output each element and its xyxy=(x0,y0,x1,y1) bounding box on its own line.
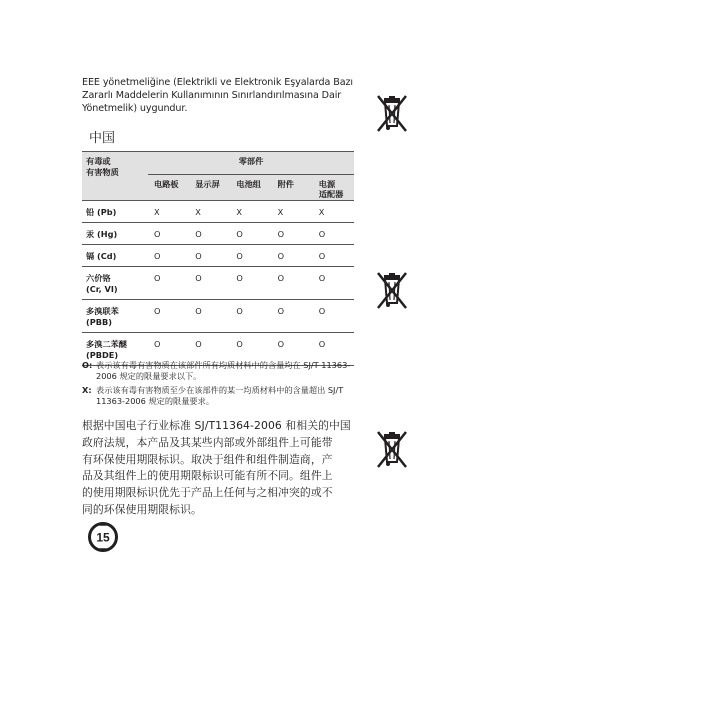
table-cell: O xyxy=(313,267,354,300)
table-cell: O xyxy=(230,245,271,267)
legend-key: X: xyxy=(82,385,92,395)
table-cell: O xyxy=(313,223,354,245)
crossed-out-wheelie-bin-icon xyxy=(375,270,409,310)
row-label-mercury: 汞 (Hg) xyxy=(82,223,148,245)
row-label-lead: 铅 (Pb) xyxy=(82,201,148,223)
table-cell: O xyxy=(272,300,313,333)
table-cell: O xyxy=(313,245,354,267)
table-cell: O xyxy=(189,333,230,366)
legend-item xyxy=(82,385,362,407)
section-title-china: 中国 xyxy=(89,131,116,146)
table-cell: O xyxy=(148,300,189,333)
table-row xyxy=(82,267,354,300)
table-legend xyxy=(82,360,362,410)
row-label-cadmium: 镉 (Cd) xyxy=(82,245,148,267)
table-header-substance: 有毒或 有害物质 xyxy=(82,152,148,201)
table-cell: X xyxy=(272,201,313,223)
table-cell: O xyxy=(189,267,230,300)
paragraph-line: 同的环保使用期限标识。 xyxy=(82,502,202,516)
table-cell: O xyxy=(313,300,354,333)
table-cell: O xyxy=(272,223,313,245)
table-row xyxy=(82,223,354,245)
turkish-line: Yönetmelik) uygundur. xyxy=(82,103,188,114)
legend-key: O: xyxy=(82,360,93,370)
paragraph-line: 的使用期限标识优先于产品上任何与之相冲突的或不 xyxy=(82,486,333,500)
row-label-pbb: 多溴联苯 (PBB) xyxy=(82,300,148,333)
table-cell: O xyxy=(189,223,230,245)
paragraph-line: 根据中国电子行业标准 SJ/T11364-2006 和相关的中国 xyxy=(82,419,351,432)
table-row xyxy=(82,245,354,267)
table-cell: O xyxy=(230,333,271,366)
table-cell: X xyxy=(148,201,189,223)
epup-paragraph xyxy=(82,418,354,519)
table-cell: X xyxy=(230,201,271,223)
table-cell: O xyxy=(272,245,313,267)
table-cell: O xyxy=(189,245,230,267)
row-label-pbde: 多溴二苯醚 (PBDE) xyxy=(82,333,148,366)
legend-text: 表示该有毒有害物质在该部件所有均质材料中的含量均在 SJ/T 11363-2006 规定的限量要求以下。 xyxy=(96,360,351,381)
crossed-out-wheelie-bin-icon xyxy=(375,429,409,469)
table-cell: O xyxy=(148,245,189,267)
table-cell: O xyxy=(272,333,313,366)
table-cell: O xyxy=(230,223,271,245)
table-cell: O xyxy=(230,267,271,300)
table-cell: O xyxy=(148,267,189,300)
environment-friendly-use-period-icon xyxy=(87,521,119,553)
turkish-line: Zararlı Maddelerin Kullanımının Sınırlandırılmasına Dair xyxy=(82,90,342,101)
row-label-chromium: 六价铬 (Cr, VI) xyxy=(82,267,148,300)
paragraph-line: 政府法规，本产品及其某些内部或外部组件上可能带 xyxy=(82,435,333,449)
legend-item xyxy=(82,360,362,382)
table-row xyxy=(82,201,354,223)
column-header-display: 显示屏 xyxy=(189,174,230,200)
column-header-circuit-board: 电路板 xyxy=(148,174,189,200)
hazardous-substance-table xyxy=(82,151,354,366)
crossed-out-wheelie-bin-icon xyxy=(375,93,409,133)
table-cell: O xyxy=(148,223,189,245)
paragraph-line: 有环保使用期限标识。取决于组件和组件制造商，产 xyxy=(82,452,333,466)
column-header-power-adapter: 电源 适配器 xyxy=(313,174,354,200)
turkish-compliance-text xyxy=(82,76,362,115)
table-header-parts: 零部件 xyxy=(148,152,354,175)
table-cell: O xyxy=(189,300,230,333)
table-cell: O xyxy=(272,267,313,300)
column-header-accessories: 附件 xyxy=(272,174,313,200)
table-row xyxy=(82,300,354,333)
turkish-line: EEE yönetmeliğine (Elektrikli ve Elektronik Eşyalarda Bazı xyxy=(82,77,353,88)
column-header-battery: 电池组 xyxy=(230,174,271,200)
paragraph-line: 品及其组件上的使用期限标识可能有所不同。组件上 xyxy=(82,469,333,483)
legend-text: 表示该有毒有害物质至少在该部件的某一均质材料中的含量超出 SJ/T 11363-2006 规定的限量要求。 xyxy=(96,385,344,406)
table-cell: X xyxy=(313,201,354,223)
table-cell: O xyxy=(230,300,271,333)
table-cell: X xyxy=(189,201,230,223)
epup-number: 15 xyxy=(96,530,110,545)
table-cell: O xyxy=(313,333,354,366)
table-cell: O xyxy=(148,333,189,366)
